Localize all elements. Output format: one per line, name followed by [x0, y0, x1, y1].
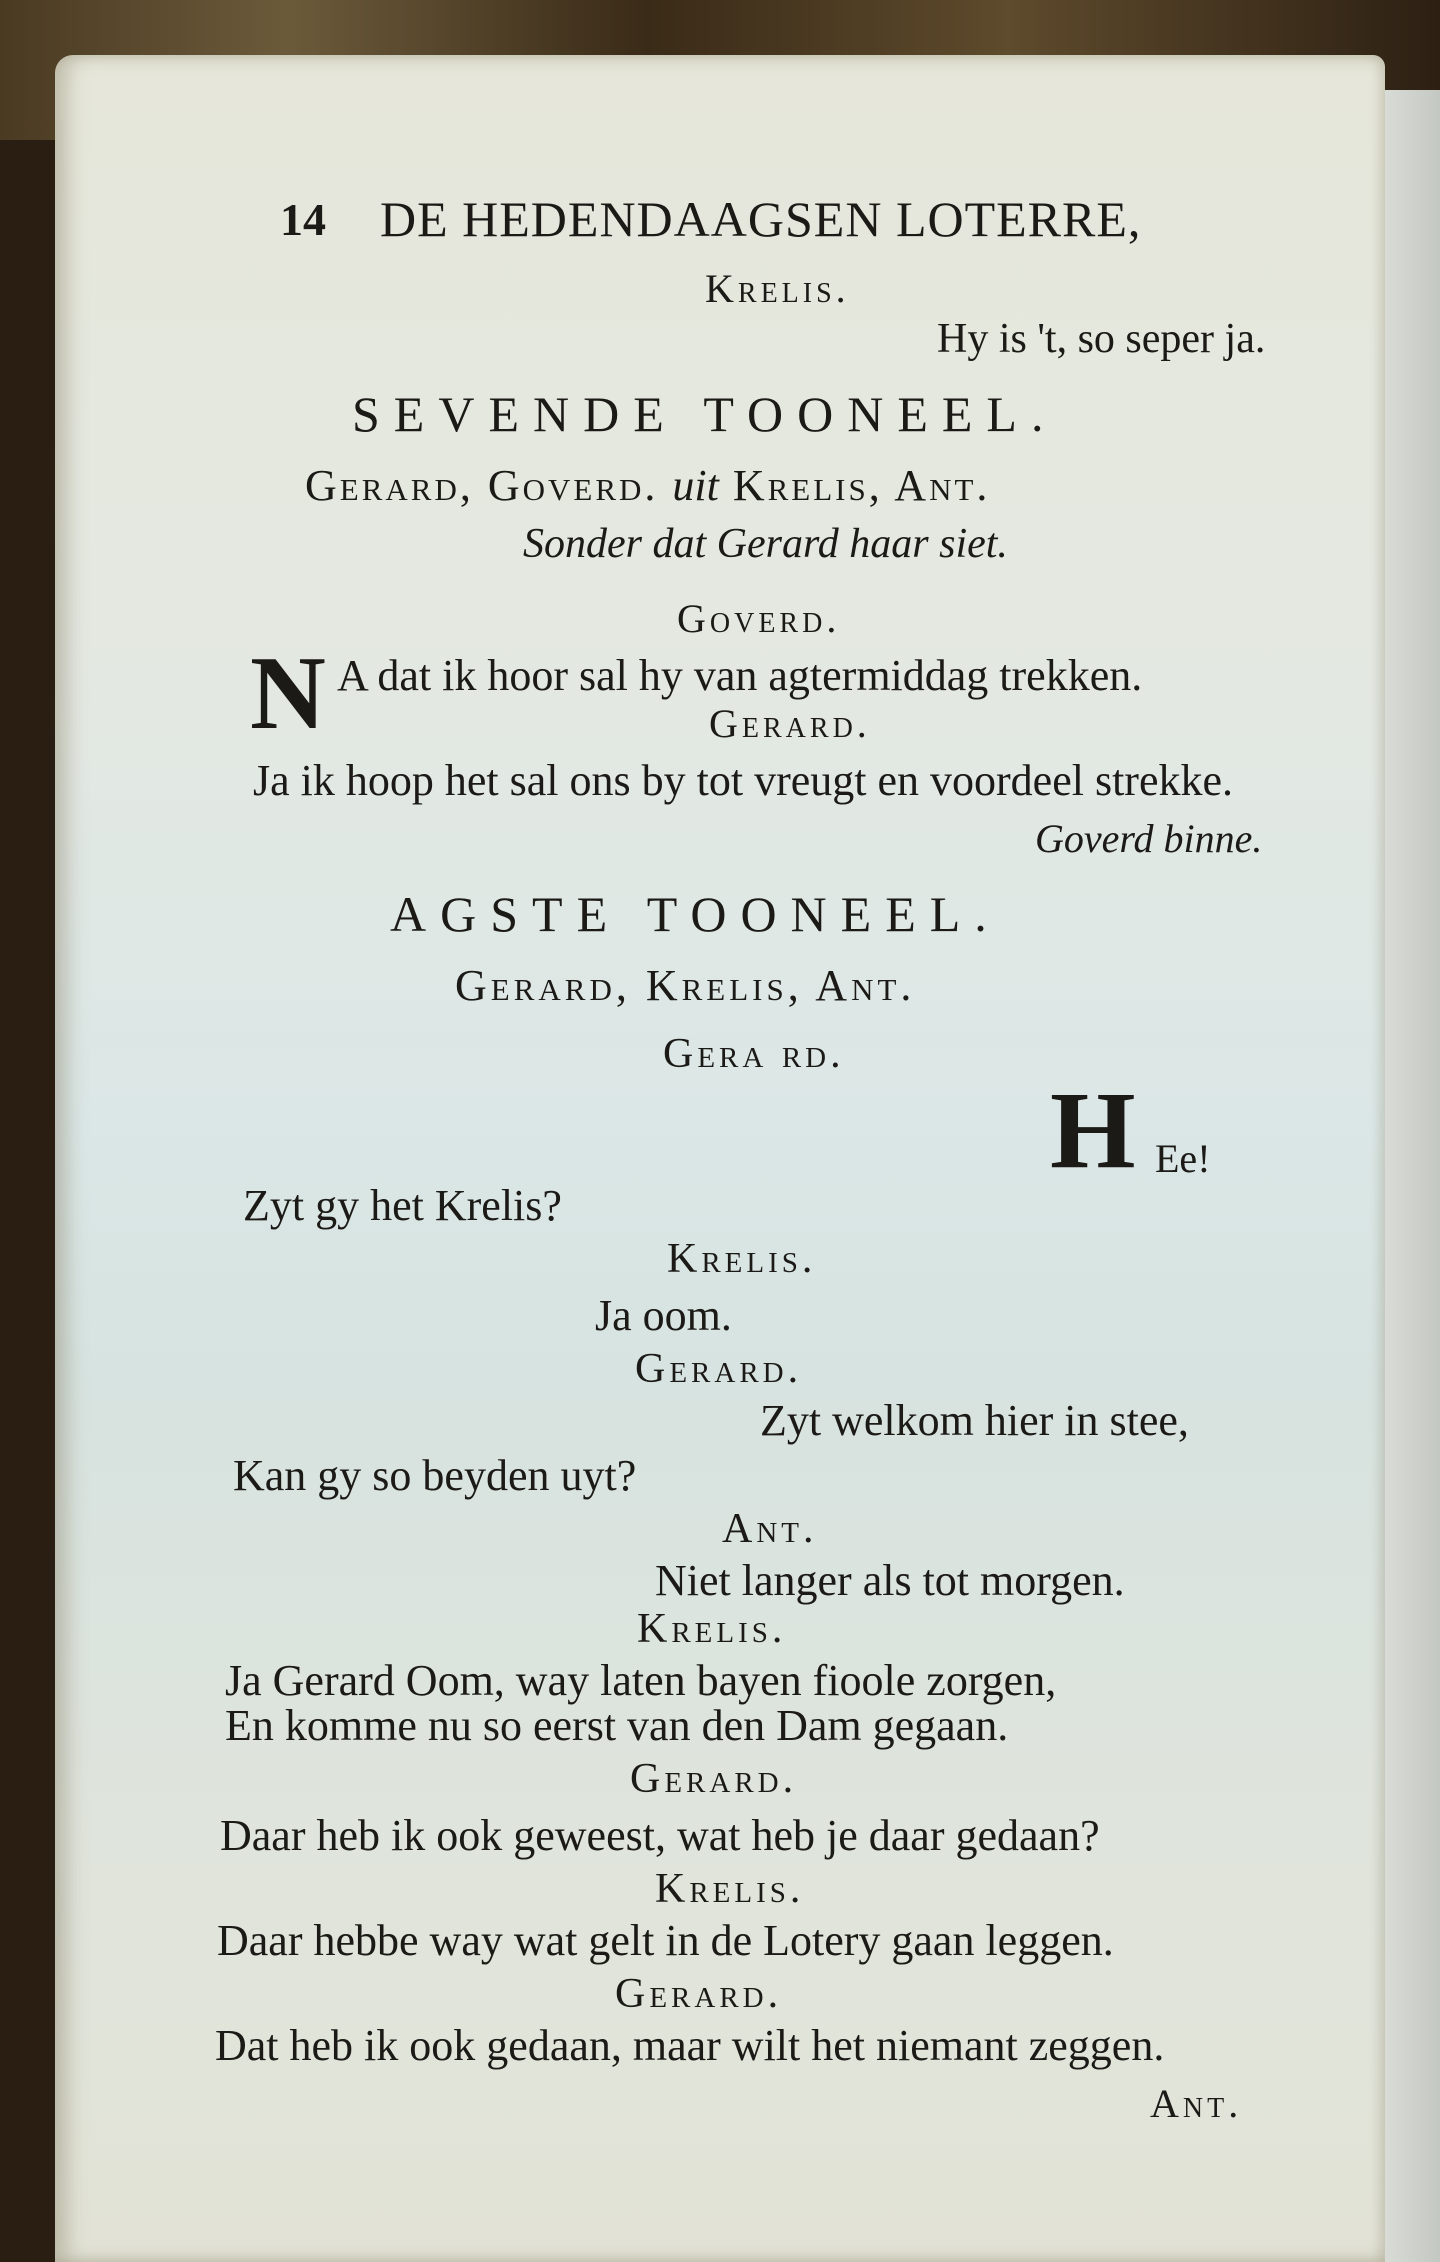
verse-line: Niet langer als tot morgen. [655, 1556, 1125, 1605]
catchword-ant: Ant. [1150, 2081, 1243, 2126]
verse-line: Zyt welkom hier in stee, [760, 1396, 1189, 1445]
character-list-part: uit [672, 461, 719, 510]
speaker-krelis: Krelis. [655, 1866, 805, 1912]
drop-capital: N [250, 634, 326, 751]
character-list-part: Krelis, Ant. [732, 461, 991, 510]
verse-line: En komme nu so eerst van den Dam gegaan. [225, 1701, 1009, 1750]
stage-direction: Goverd binne. [1035, 816, 1263, 861]
character-list-part: Gerard, Goverd. [305, 461, 659, 510]
speaker-goverd: Goverd. [677, 596, 841, 641]
stage-direction: Sonder dat Gerard haar siet. [523, 521, 1008, 567]
character-list [305, 460, 990, 511]
speaker-gerard: Gera rd. [663, 1031, 845, 1077]
verse-line: Ja ik hoop het sal ons by tot vreugt en voordeel strekke. [253, 756, 1234, 805]
drop-capital: H [1050, 1069, 1136, 1191]
speaker-gerard: Gerard. [709, 701, 871, 746]
speaker-gerard: Gerard. [635, 1346, 803, 1392]
scene-heading: AGSTE TOONEEL. [390, 886, 1001, 942]
verse-line: Ja Gerard Oom, way laten bayen fioole zorgen, [225, 1656, 1057, 1705]
verse-line: A dat ik hoor sal hy van agtermiddag trekken. [337, 651, 1143, 700]
speaker-ant: Ant. [722, 1506, 818, 1552]
speaker-gerard: Gerard. [615, 1971, 783, 2017]
speaker-krelis: Krelis. [705, 266, 850, 311]
scene-heading: SEVENDE TOONEEL. [352, 386, 1058, 442]
speaker-gerard: Gerard. [630, 1756, 798, 1802]
verse-line: Daar heb ik ook geweest, wat heb je daar gedaan? [220, 1811, 1100, 1860]
page-number: 14 [280, 194, 326, 245]
book-page [55, 55, 1385, 2262]
verse-line: Zyt gy het Krelis? [243, 1181, 562, 1230]
facing-page-edge [1385, 90, 1440, 2262]
running-title: DE HEDENDAAGSEN LOTERRE, [380, 191, 1142, 247]
verse-line: Ja oom. [595, 1291, 732, 1340]
speaker-krelis: Krelis. [667, 1236, 817, 1282]
character-list: Gerard, Krelis, Ant. [455, 961, 916, 1010]
verse-line: Daar hebbe way wat gelt in de Lotery gaan leggen. [217, 1916, 1114, 1965]
verse-line: Dat heb ik ook gedaan, maar wilt het niemant zeggen. [215, 2021, 1165, 2070]
verse-line: Hy is 't, so seper ja. [937, 316, 1266, 362]
verse-line: Ee! [1155, 1136, 1211, 1181]
verse-line: Kan gy so beyden uyt? [233, 1451, 637, 1500]
speaker-krelis: Krelis. [637, 1606, 787, 1652]
